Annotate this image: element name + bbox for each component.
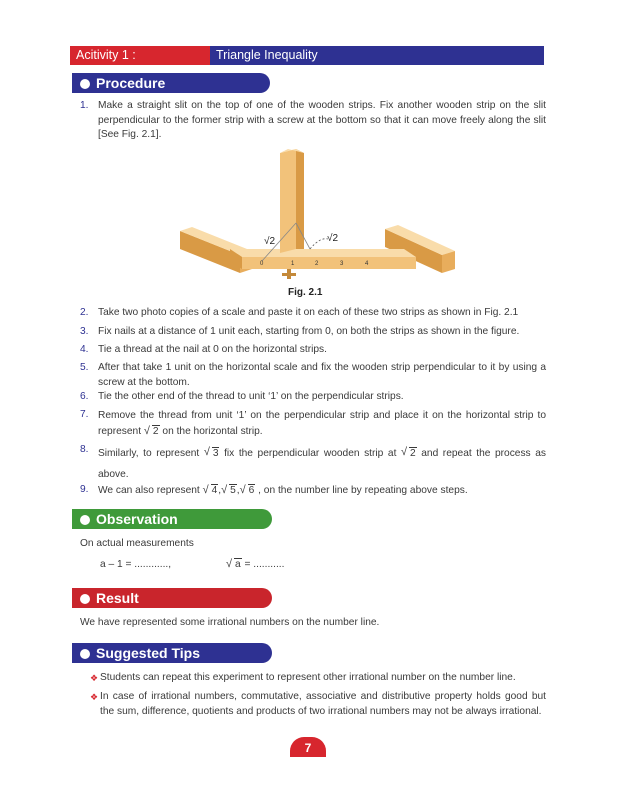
procedure-step-6 xyxy=(80,390,546,405)
step-text xyxy=(98,408,546,440)
procedure-step-4 xyxy=(80,343,546,358)
procedure-step-2 xyxy=(80,306,546,321)
bullet-dot-icon xyxy=(80,594,90,604)
diamond-bullet-icon: ❖ xyxy=(90,673,99,683)
bullet-dot-icon xyxy=(80,649,90,659)
activity-title: Triangle Inequality xyxy=(216,48,318,62)
observation-intro: On actual measurements xyxy=(80,538,194,549)
radicand: 3 xyxy=(212,448,219,459)
result-heading xyxy=(72,588,272,608)
sqrt-symbol xyxy=(227,558,242,572)
activity-header-bar xyxy=(70,46,544,65)
step-text xyxy=(98,443,546,485)
figure-label-right: √2 xyxy=(327,233,339,244)
procedure-heading xyxy=(72,73,270,93)
tip-text: In case of irrational numbers, commutative, associative and distributive property holds good but the sum, difference, quotients and products of two irrational numbers may not be always irrational. xyxy=(100,691,546,717)
activity-label: Acitivity 1 : xyxy=(70,46,210,65)
result-heading-text: Result xyxy=(96,590,139,606)
sqrt-symbol xyxy=(241,483,256,499)
procedure-step-8 xyxy=(80,443,546,479)
step-text: Take two photo copies of a scale and paste it on each of these two strips as shown in Fig. 2.1 xyxy=(98,307,519,318)
observation-eq-2 xyxy=(226,558,284,572)
step-number: 9. xyxy=(80,484,89,495)
step-number: 1. xyxy=(80,100,89,111)
step-text: Fix nails at a distance of 1 unit each, starting from 0, on both the strips as shown in the figure. xyxy=(98,326,520,337)
figure-label-left: √2 xyxy=(264,236,276,247)
bullet-dot-icon xyxy=(80,515,90,525)
figure-tick-2: 2 xyxy=(315,261,319,267)
sqrt-symbol xyxy=(402,443,417,464)
radicand: 5 xyxy=(230,485,236,496)
radicand: 2 xyxy=(152,426,159,437)
step-text: After that take 1 unit on the horizontal scale and fix the wooden strip perpendicular to it by using a screw at the bottom. xyxy=(98,362,546,388)
step-number: 7. xyxy=(80,409,89,420)
step-number: 4. xyxy=(80,344,89,355)
sqrt-symbol xyxy=(204,483,219,499)
radicand: 4 xyxy=(211,485,218,496)
procedure-heading-text: Procedure xyxy=(96,75,166,91)
step-text: Make a straight slit on the top of one of the wooden strips. Fix another wooden strip on the slit perpendicular to the former strip with a screw at the bottom so that it can move freely along the slit [See Fig. 2.1]. xyxy=(98,100,546,140)
step-text: Tie the other end of the thread to unit ‘1’ on the perpendicular strips. xyxy=(98,391,404,402)
tip-text: Students can repeat this experiment to represent other irrational number on the number line. xyxy=(100,672,516,683)
step-number: 2. xyxy=(80,307,89,318)
radicand: 2 xyxy=(409,448,416,459)
wooden-strips-figure xyxy=(170,145,460,285)
figure-tick-0: 0 xyxy=(260,261,264,267)
observation-heading-text: Observation xyxy=(96,511,178,527)
tip-item-2 xyxy=(90,690,546,736)
step-8-text-a: Similarly, to represent xyxy=(98,448,200,459)
radicand: 6 xyxy=(248,485,255,496)
figure-caption: Fig. 2.1 xyxy=(288,287,323,298)
procedure-step-9 xyxy=(80,483,546,499)
observation-eq-2-rest: = ........... xyxy=(244,559,285,570)
step-number: 8. xyxy=(80,444,89,455)
sqrt-symbol xyxy=(222,483,237,499)
radicand: a xyxy=(235,559,241,570)
tips-heading-text: Suggested Tips xyxy=(96,645,200,661)
step-text: Tie a thread at the nail at 0 on the horizontal strips. xyxy=(98,344,327,355)
tip-item-1 xyxy=(90,671,546,686)
sqrt-symbol xyxy=(205,443,220,464)
step-9-text-b: , on the number line by repeating above steps. xyxy=(258,485,468,496)
page-number: 7 xyxy=(290,737,326,757)
procedure-step-1 xyxy=(80,99,546,143)
figure-tick-1: 1 xyxy=(291,261,295,267)
step-7-text-b: on the horizontal strip. xyxy=(162,426,263,437)
step-number: 5. xyxy=(80,362,89,373)
step-9-text-a: We can also represent xyxy=(98,485,200,496)
sqrt-symbol xyxy=(145,424,160,440)
diamond-bullet-icon: ❖ xyxy=(90,692,99,702)
step-number: 6. xyxy=(80,391,89,402)
procedure-step-7 xyxy=(80,408,546,440)
figure-tick-3: 3 xyxy=(340,261,344,267)
result-text: We have represented some irrational numbers on the number line. xyxy=(80,617,380,628)
step-8-text-b: fix the perpendicular wooden strip at xyxy=(224,448,397,459)
figure-tick-4: 4 xyxy=(365,261,369,267)
procedure-step-3 xyxy=(80,325,546,340)
step-8-text-c: and repeat the process as above. xyxy=(98,448,546,480)
observation-heading xyxy=(72,509,272,529)
tips-heading xyxy=(72,643,272,663)
step-number: 3. xyxy=(80,326,89,337)
step-text: We can also represent √ 4,√ 5,√ 6 , on the number line by repeating above steps. xyxy=(98,483,546,499)
procedure-step-5 xyxy=(80,361,546,391)
bullet-dot-icon xyxy=(80,79,90,89)
observation-eq-1: a – 1 = ............, xyxy=(100,559,172,570)
step-7-text-a: Remove the thread from unit ‘1’ on the perpendicular strip and place it on the horizontal strip to represent xyxy=(98,410,546,437)
